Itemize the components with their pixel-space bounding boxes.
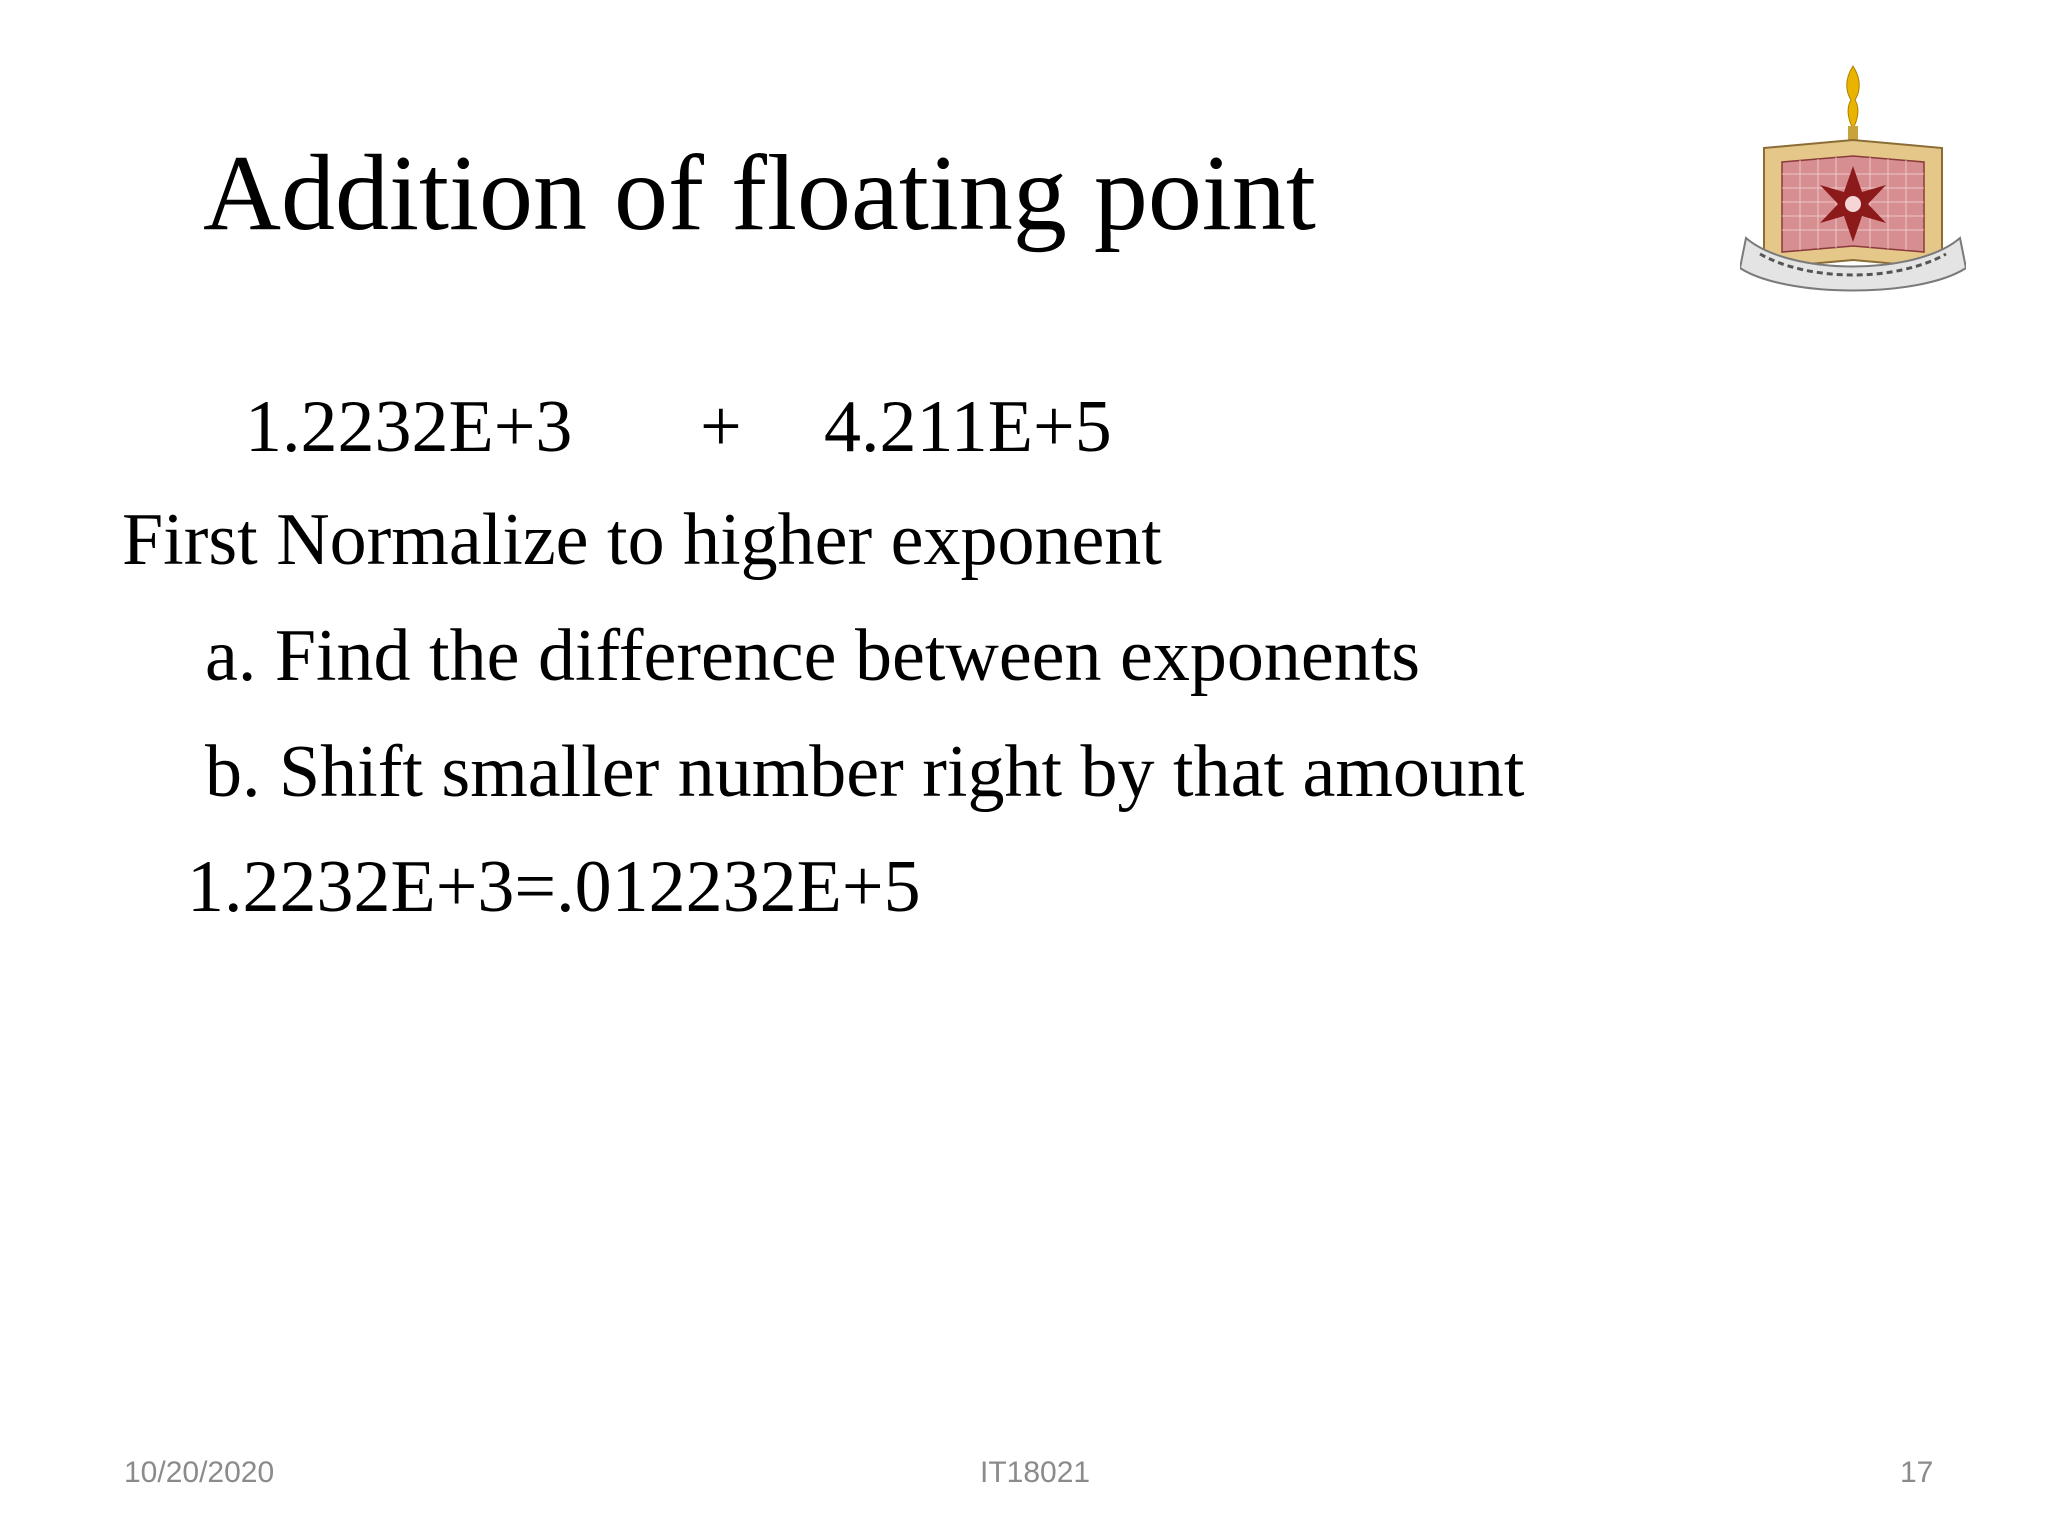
- footer-date: 10/20/2020: [124, 1456, 275, 1489]
- expression-operator: +: [700, 386, 742, 468]
- footer-page-number: 17: [1900, 1456, 1934, 1489]
- expression-left-operand: 1.2232E+3: [245, 386, 573, 468]
- result-expression: 1.2232E+3=.012232E+5: [187, 846, 921, 928]
- slide-title: Addition of floating point: [203, 134, 1316, 253]
- step-normalize: First Normalize to higher exponent: [122, 499, 1162, 581]
- step-a: a. Find the difference between exponents: [205, 615, 1421, 697]
- step-b: b. Shift smaller number right by that amount: [205, 731, 1525, 813]
- footer-course-code: IT18021: [980, 1456, 1091, 1489]
- university-emblem-icon: [1740, 62, 1966, 298]
- expression-right-operand: 4.211E+5: [824, 386, 1112, 468]
